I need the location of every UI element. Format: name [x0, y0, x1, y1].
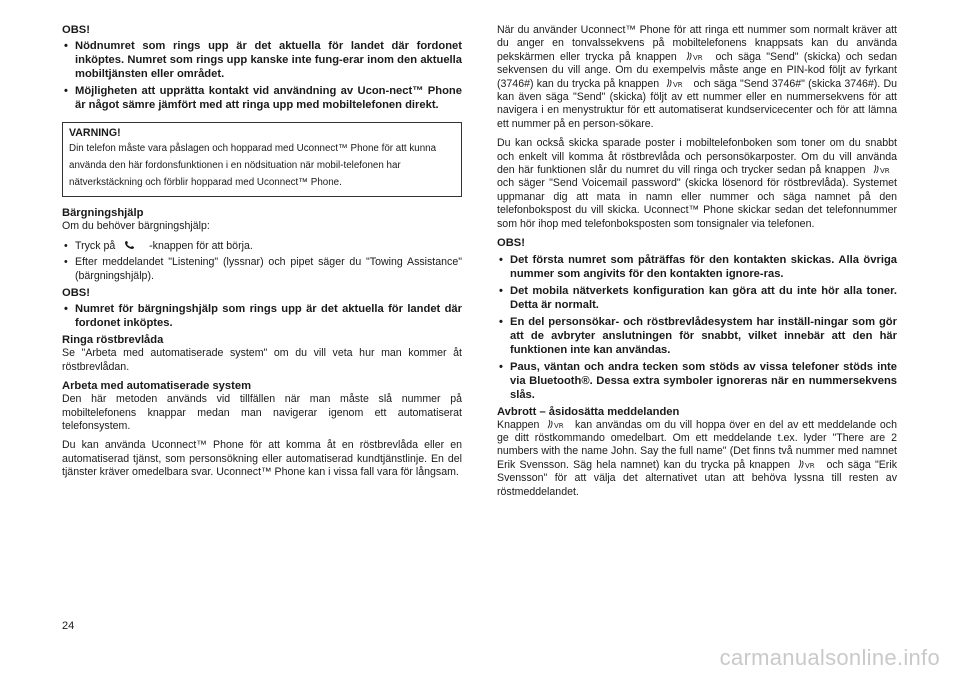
obs-list [62, 39, 462, 112]
obs-list [62, 302, 462, 330]
towing-step-text: -knappen för att börja. [149, 239, 253, 252]
warning-box [62, 122, 462, 197]
voice-recognition-icon [665, 78, 687, 88]
obs-title: OBS! [62, 24, 90, 36]
section-heading-voicemail: Ringa röstbrevlåda [62, 334, 164, 347]
obs-title: OBS! [62, 287, 90, 300]
list-item: • Nödnumret som rings upp är det aktuella för landet där fordonet inköptes. Numret som rings upp kanske inte fung-erar inom den aktuella mobiltjänsten eller området. [62, 39, 462, 81]
text-span: kan användas om du vill hoppa över en del av ett meddelande och ge ditt röstkommando omedelbart. Om ett meddelande t.ex. lyder "There are 2 numbers with the name John. Say the full name" (Det finns två nummer med namnet Erik Svensson. Säg hela namnet) kan du trycka på knappen [497, 418, 897, 471]
page-number: 24 [62, 620, 75, 632]
left-column [62, 24, 462, 486]
obs-list [497, 253, 897, 402]
towing-intro: Om du behöver bärgningshjälp: [62, 220, 210, 233]
warning-text: Din telefon måste vara påslagen och hopparad med Uconnect™ Phone för att kunna använda den här fordonsfunktionen i en nödsituation när mobil-telefonen har nätverkstäckning och förblir hopparad med Uconnect™ Phone. [69, 143, 437, 189]
section-heading-towing: Bärgningshjälp [62, 207, 144, 220]
phonebook-paragraph [497, 137, 897, 231]
list-item: • Numret för bärgningshjälp som rings upp är det aktuella för landet där fordonet inköptes. [62, 302, 462, 330]
automated-paragraph: Du kan använda Uconnect™ Phone för att komma åt en röstbrevlåda eller en automatiserad tjänst, som personsökning eller automatiserad kundtjänstlinje. En del tjänster kräver omedelbara svar. Uconnect™ Phone kan i vissa fall vara för långsam. [62, 439, 462, 479]
section-heading-interrupt: Avbrott – åsidosätta meddelanden [497, 405, 680, 418]
list-item: • Efter meddelandet "Listening" (lyssnar) och pipet säger du "Towing Assistance" (bärgningshjälp). [62, 256, 462, 283]
interrupt-paragraph [497, 419, 897, 499]
svg-text:VR: VR [673, 80, 683, 88]
svg-text:VR: VR [693, 53, 703, 61]
text-span: Knappen [497, 418, 540, 431]
list-item: • Möjligheten att upprätta kontakt vid användning av Ucon-nect™ Phone är något sämre jämfört med att ringa upp med mobiltelefonen direkt. [62, 84, 462, 112]
right-column [497, 24, 897, 505]
text-span: Du kan också skicka sparade poster i mobiltelefonboken som toner om du snabbt och enkelt vill komma åt röstbrevlåda och personsökarposter. Om du vill använda den här funktionen slår du numret du vill ringa och trycker sedan på knappen [497, 137, 897, 177]
text-span: och säger "Send Voicemail password" (skicka lösenord för röstbrevlåda). Systemet uppmanar dig att mata in namn eller nummer och säga namnet på den telefonbokspost du vill skicka. Uconnect™ Phone skickar sedan det telefonnummer som hör ihop med telefonboksposten som tonsignaler via telefonen. [497, 177, 897, 230]
svg-text:VR: VR [805, 461, 815, 469]
list-item: • En del personsökar- och röstbrevlådesystem har inställ-ningar som gör att de avbryter anslutningen för snabbt, vilket innebär att den här funktionen inte kan användas. [497, 315, 897, 357]
warning-title: VARNING! [69, 127, 121, 140]
voice-recognition-icon [872, 164, 894, 174]
text-span: och säga "Send 3746#" (skicka 3746#). Du kan även säga "Send" (skicka) följt av ett nummer eller en nummersekvens för att navigera i en menystruktur för ett automatiserat kundservicecenter och för att lämna ett nummer på en person-sökare. [497, 77, 897, 130]
dtmf-paragraph [497, 24, 897, 131]
towing-step-text: Tryck på [75, 239, 116, 252]
text-span: och säga "Erik Svensson" för att välja det alternativet utan att behöva lyssna till resten av röstmeddelandet. [497, 458, 897, 498]
phone-icon [121, 240, 143, 250]
towing-list [62, 240, 462, 283]
watermark: carmanualsonline.info [719, 645, 940, 670]
voice-recognition-icon [685, 51, 707, 61]
list-item: • Paus, väntan och andra tecken som stöds av vissa telefoner stöds inte via Bluetooth®. Dessa extra symboler ignoreras när en nummersekvens slås. [497, 360, 897, 402]
list-item: • Det mobila nätverkets konfiguration kan göra att du inte hör alla toner. Detta är normalt. [497, 284, 897, 312]
voice-recognition-icon [546, 419, 568, 429]
text-span: När du använder Uconnect™ Phone för att ringa ett nummer som normalt kräver att du anger en tonvalssekvens på mobiltelefonens knappsats kan du använda pekskärmen eller trycka på knappen [497, 24, 897, 63]
automated-paragraph: Den här metoden används vid tillfällen när man måste slå nummer på mobiltelefonens knappar medan man navigerar igenom ett automatiserat telefonsystem. [62, 393, 462, 433]
voicemail-text: Se "Arbeta med automatiserade system" om du vill veta hur man kommer åt röstbrevlådan. [62, 347, 462, 373]
obs-title: OBS! [497, 237, 525, 250]
svg-text:VR: VR [880, 167, 890, 175]
section-heading-automated: Arbeta med automatiserade system [62, 380, 252, 393]
svg-text:VR: VR [554, 421, 564, 429]
text-span: och säga "Send" (skicka) och sedan sekvensen du vill ange. Om du exempelvis måste ange en PIN-kod följt av fyrkant (3746#) kan du trycka på knappen [497, 50, 897, 90]
list-item: • Det första numret som påträffas för den kontakten skickas. Alla övriga nummer som angivits för den kontakten ignore-ras. [497, 253, 897, 281]
list-item [62, 240, 462, 253]
voice-recognition-icon [797, 459, 819, 469]
